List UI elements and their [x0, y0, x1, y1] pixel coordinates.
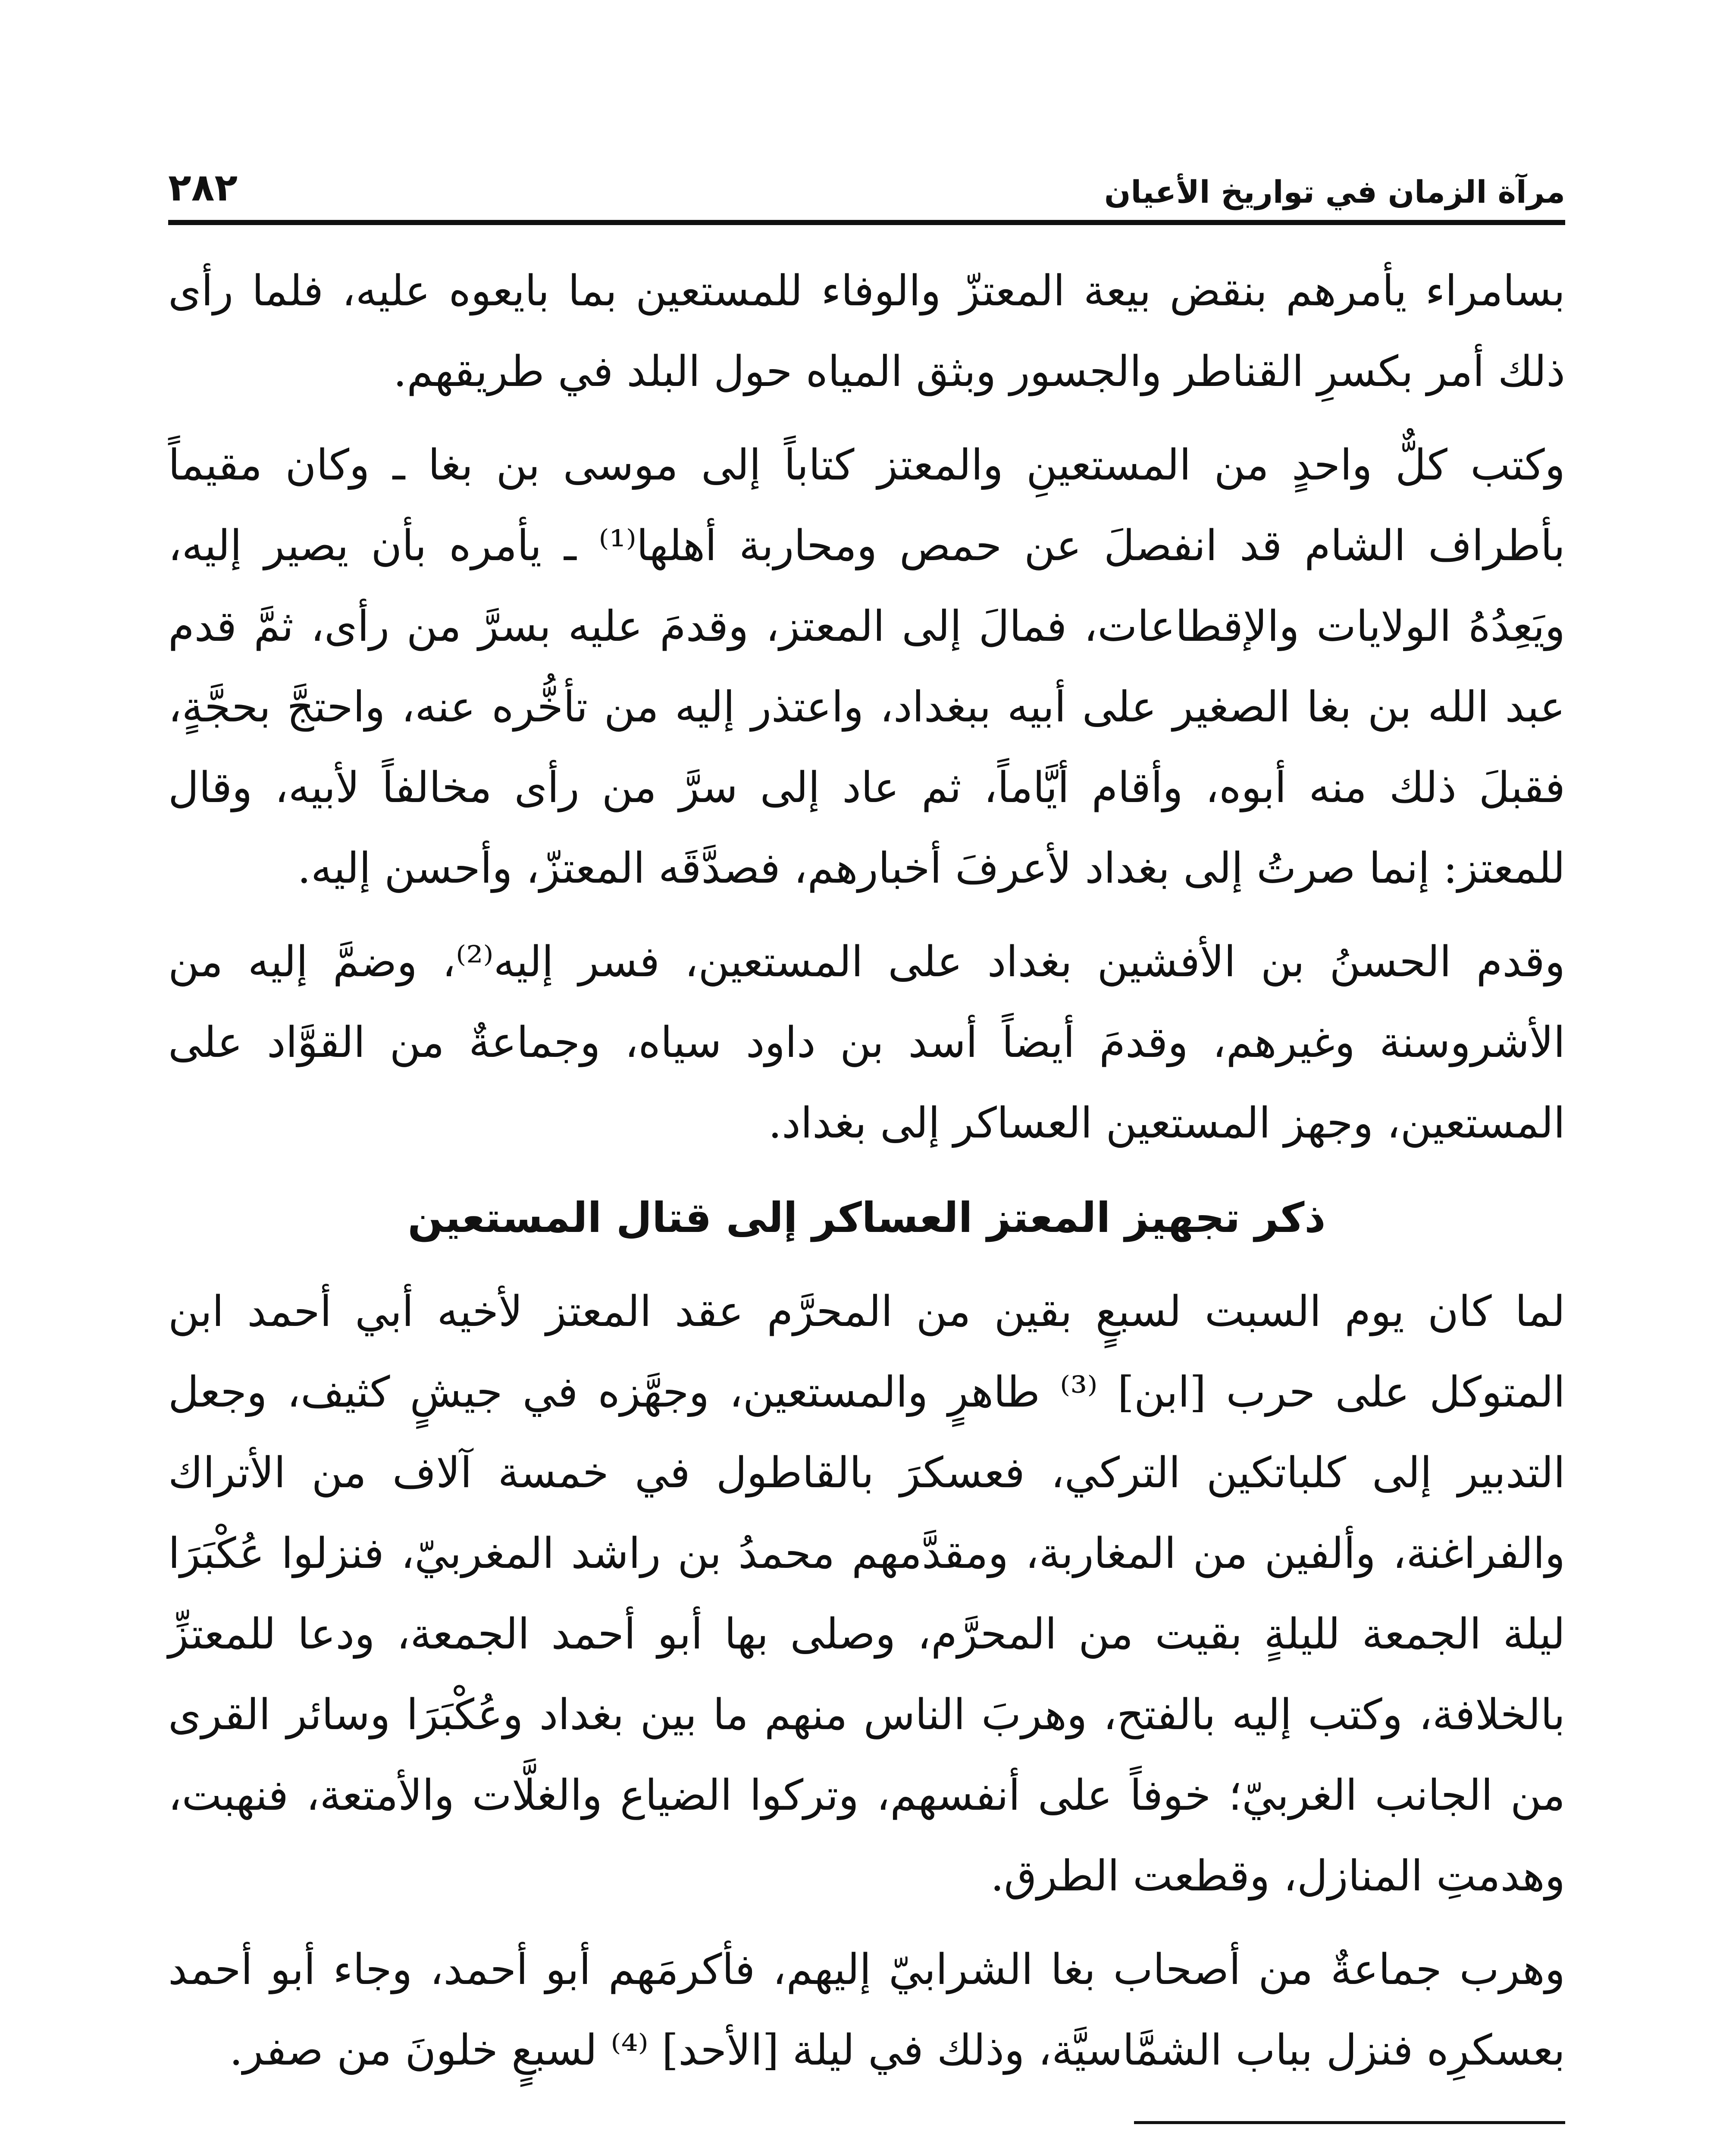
book-page: [168, 155, 1565, 2156]
running-header: [168, 155, 1565, 225]
running-title: مرآة الزمان في تواريخ الأعيان: [1104, 174, 1565, 210]
footnote-item: [168, 2150, 1332, 2156]
section-heading: ذكر تجهيز المعتز العساكر إلى قتال المستعين: [407, 1194, 1326, 1242]
footnote-list: [168, 2150, 1565, 2156]
footnote-divider: [1134, 2121, 1565, 2124]
paragraph: وهرب جماعةٌ من أصحاب بغا الشرابيّ إليهم، فأكرمَهم أبو أحمد، وجاء أبو أحمد بعسكرِه فنزل بباب الشمَّاسيَّة، وذلك في ليلة [الأحد] ⁽⁴⁾ لسبعٍ خلونَ من صفر.: [168, 1945, 1565, 2075]
page-number: ٢٨٢: [168, 165, 238, 210]
paragraph: لما كان يوم السبت لسبعٍ بقين من المحرَّم عقد المعتز لأخيه أبي أحمد ابن المتوكل على حرب [ابن] ⁽³⁾ طاهرٍ والمستعين، وجهَّزه في جيشٍ كثيف، وجعل التدبير إلى كلباتكين التركي، فعسكرَ بالقاطول في خمسة آلاف من الأتراك والفراغنة، وألفين من المغاربة، ومقدَّمهم محمدُ بن راشد المغربيّ، فنزلوا عُكْبَرَا ليلة الجمعة لليلةٍ بقيت من المحرَّم، وصلى بها أبو أحمد الجمعة، ودعا للمعتزِّ بالخلافة، وكتب إليه بالفتح، وهربَ الناس منهم ما بين بغداد وعُكْبَرَا وسائر القرى من الجانب الغربيّ؛ خوفاً على أنفسهم، وتركوا الضياع والغلَّات والأمتعة، فنهبت، وهدمتِ المنازل، وقطعت الطرق.: [168, 1287, 1566, 1901]
paragraph: وكتب كلٌّ واحدٍ من المستعينِ والمعتز كتاباً إلى موسى بن بغا ـ وكان مقيماً بأطراف الشام قد انفصلَ عن حمص ومحاربة أهلها⁽¹⁾ ـ يأمره بأن يصير إليه، ويَعِدُهُ الولايات والإقطاعات، فمالَ إلى المعتز، وقدمَ عليه بسرَّ من رأى، ثمَّ قدم عبد الله بن بغا الصغير على أبيه ببغداد، واعتذر إليه من تأخُّره عنه، واحتجَّ بحجَّةٍ، فقبلَ ذلك منه أبوه، وأقام أيَّاماً، ثم عاد إلى سرَّ من رأى مخالفاً لأبيه، وقال للمعتز: إنما صرتُ إلى بغداد لأعرفَ أخبارهم، فصدَّقَه المعتزّ، وأحسن إليه.: [168, 441, 1565, 893]
main-text: [168, 251, 1565, 2091]
paragraph: بسامراء يأمرهم بنقض بيعة المعتزّ والوفاء للمستعين بما بايعوه عليه، فلما رأى ذلك أمر بكسرِ القناطر والجسور وبثق المياه حول البلد في طريقهم.: [168, 266, 1565, 396]
paragraph: وقدم الحسنُ بن الأفشين بغداد على المستعين، فسر إليه⁽²⁾، وضمَّ إليه من الأشروسنة وغيرهم، وقدمَ أيضاً أسد بن داود سياه، وجماعةٌ من القوَّاد على المستعين، وجهز المستعين العساكر إلى بغداد.: [168, 937, 1565, 1148]
